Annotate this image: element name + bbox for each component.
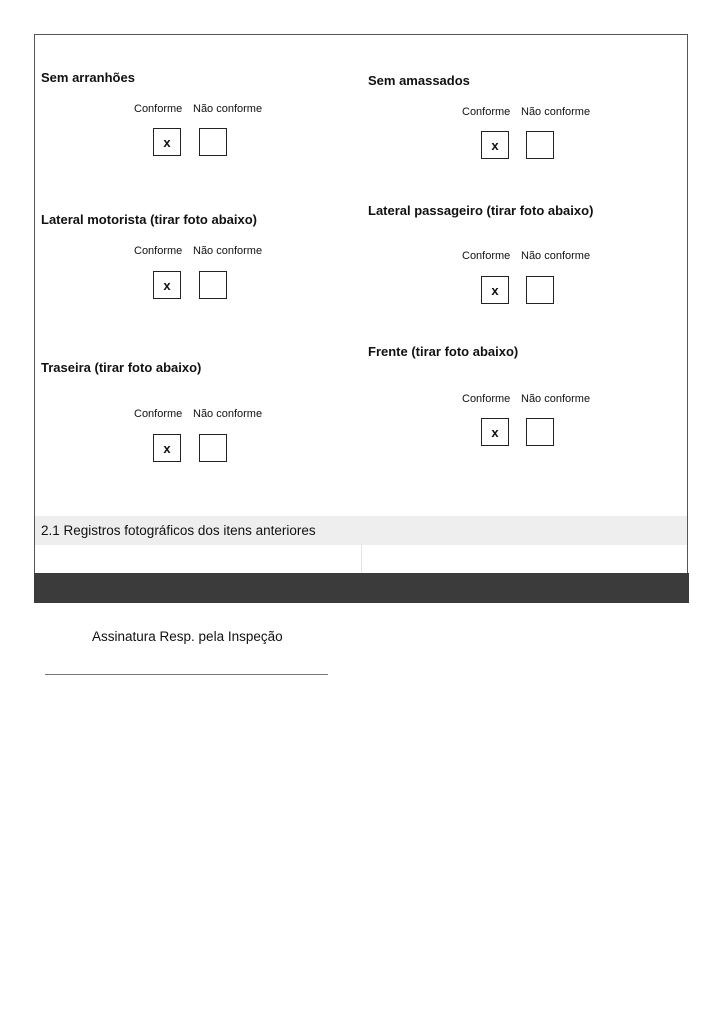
nao-conforme-checkbox[interactable] bbox=[199, 271, 227, 299]
conforme-checkbox[interactable]: x bbox=[153, 128, 181, 156]
nao-conforme-label: Não conforme bbox=[521, 393, 591, 405]
photo-cell-right[interactable] bbox=[362, 545, 687, 573]
conforme-checkbox[interactable]: x bbox=[153, 271, 181, 299]
conforme-label: Conforme bbox=[134, 103, 183, 115]
photo-cell-left[interactable] bbox=[35, 545, 362, 573]
item-title: Sem arranhões bbox=[41, 70, 135, 85]
section-title: 2.1 Registros fotográficos dos itens anteriores bbox=[41, 523, 316, 538]
nao-conforme-checkbox[interactable] bbox=[526, 131, 554, 159]
conforme-label: Conforme bbox=[462, 106, 511, 118]
conforme-label: Conforme bbox=[462, 250, 511, 262]
section-footer-band bbox=[34, 573, 689, 603]
nao-conforme-checkbox[interactable] bbox=[199, 434, 227, 462]
section-header-photo-records bbox=[35, 516, 687, 545]
item-title: Lateral motorista (tirar foto abaixo) bbox=[41, 212, 257, 227]
item-title: Sem amassados bbox=[368, 73, 470, 88]
nao-conforme-label: Não conforme bbox=[193, 103, 263, 115]
item-title: Frente (tirar foto abaixo) bbox=[368, 344, 519, 359]
conforme-checkbox[interactable]: x bbox=[481, 276, 509, 304]
conforme-checkbox[interactable]: x bbox=[481, 418, 509, 446]
signature-line[interactable] bbox=[45, 674, 328, 675]
nao-conforme-label: Não conforme bbox=[193, 245, 263, 257]
conforme-label: Conforme bbox=[462, 393, 511, 405]
photo-records-row bbox=[35, 545, 687, 573]
item-title: Lateral passageiro (tirar foto abaixo) bbox=[368, 203, 594, 218]
conforme-label: Conforme bbox=[134, 245, 183, 257]
nao-conforme-checkbox[interactable] bbox=[526, 418, 554, 446]
nao-conforme-checkbox[interactable] bbox=[199, 128, 227, 156]
nao-conforme-label: Não conforme bbox=[193, 408, 263, 420]
item-title: Traseira (tirar foto abaixo) bbox=[41, 360, 202, 375]
nao-conforme-label: Não conforme bbox=[521, 250, 591, 262]
conforme-checkbox[interactable]: x bbox=[481, 131, 509, 159]
nao-conforme-label: Não conforme bbox=[521, 106, 591, 118]
nao-conforme-checkbox[interactable] bbox=[526, 276, 554, 304]
signature-label: Assinatura Resp. pela Inspeção bbox=[92, 629, 283, 644]
conforme-checkbox[interactable]: x bbox=[153, 434, 181, 462]
conforme-label: Conforme bbox=[134, 408, 183, 420]
